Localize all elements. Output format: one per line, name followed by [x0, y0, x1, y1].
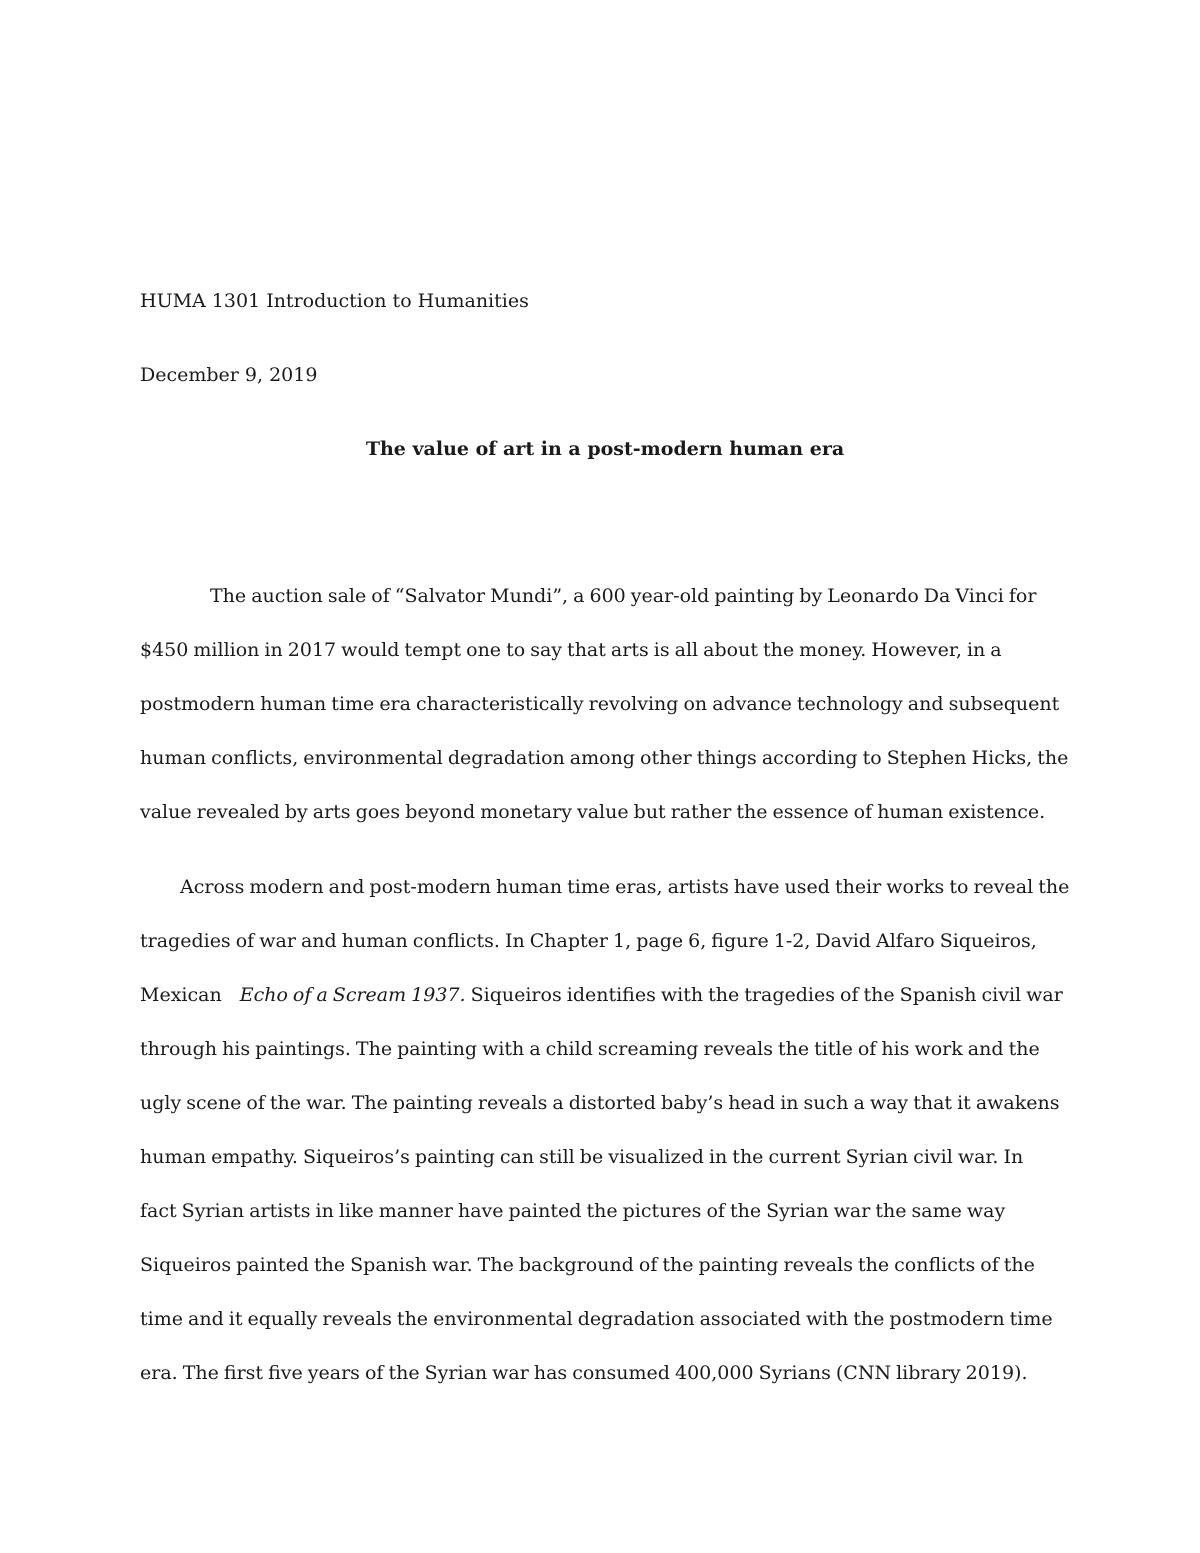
artwork-title: Echo of a Scream 1937.: [239, 984, 466, 1006]
course-heading: HUMA 1301 Introduction to Humanities: [140, 290, 529, 312]
essay-title: The value of art in a post-modern human era: [365, 438, 845, 460]
paragraph-2-line-1: Across modern and post-modern human time eras, artists have used their works to reveal the: [180, 876, 1070, 898]
paragraph-1-line-4: human conflicts, environmental degradation among other things according to Stephen Hicks, the: [140, 747, 1069, 769]
paragraph-2-line-5: ugly scene of the war. The painting reveals a distorted baby’s head in such a way that it awakens: [140, 1092, 1060, 1114]
paragraph-1-line-1: The auction sale of “Salvator Mundi”, a 600 year-old painting by Leonardo Da Vinci for: [210, 585, 1037, 607]
paragraph-2-line-8: Siqueiros painted the Spanish war. The background of the painting reveals the conflicts of the: [140, 1254, 1035, 1276]
date-line: December 9, 2019: [140, 364, 318, 386]
paragraph-1-line-2: $450 million in 2017 would tempt one to say that arts is all about the money. However, in a: [140, 639, 1002, 661]
paragraph-2-line-4: through his paintings. The painting with a child screaming reveals the title of his work and the: [140, 1038, 1040, 1060]
paragraph-2-line-2: tragedies of war and human conflicts. In Chapter 1, page 6, figure 1-2, David Alfaro Siqueiros,: [140, 930, 1037, 952]
paragraph-2-line-6: human empathy. Siqueiros’s painting can still be visualized in the current Syrian civil war. In: [140, 1146, 1024, 1168]
paragraph-1-line-3: postmodern human time era characteristically revolving on advance technology and subsequent: [140, 693, 1060, 715]
paragraph-2-line-7: fact Syrian artists in like manner have painted the pictures of the Syrian war the same way: [140, 1200, 1006, 1222]
paragraph-2-line-3: [140, 982, 1063, 1008]
paragraph-2-line-10: era. The first five years of the Syrian war has consumed 400,000 Syrians (CNN library 2019).: [140, 1362, 1028, 1384]
paragraph-2-line-3-rest: Siqueiros identifies with the tragedies of the Spanish civil war: [465, 984, 1063, 1006]
mexican-label: Mexican: [140, 984, 222, 1006]
paragraph-1-line-5: value revealed by arts goes beyond monetary value but rather the essence of human existence.: [140, 801, 1046, 823]
paragraph-2-line-9: time and it equally reveals the environmental degradation associated with the postmodern time: [140, 1308, 1053, 1330]
